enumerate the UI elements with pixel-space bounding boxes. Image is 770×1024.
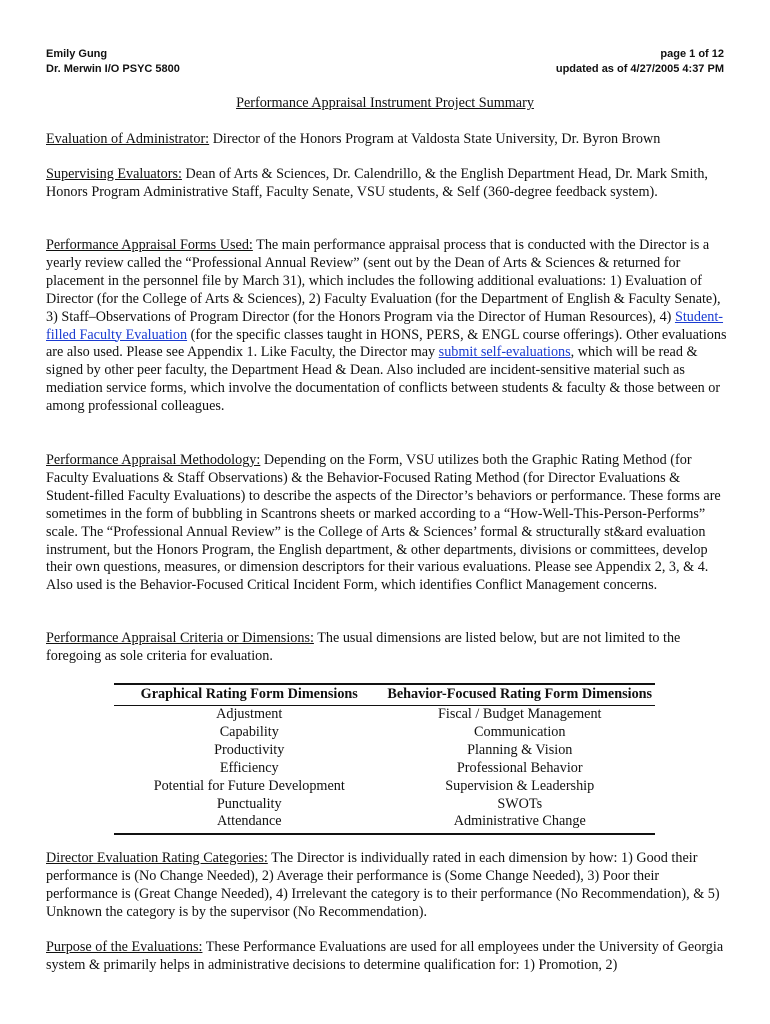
dimensions-table xyxy=(114,683,655,835)
table-cell: Efficiency xyxy=(219,759,279,776)
header-right xyxy=(556,47,724,77)
table-header-graphical: Graphical Rating Form Dimensions xyxy=(140,686,358,702)
author-name: Emily Gung xyxy=(46,48,108,60)
table-header-row xyxy=(114,685,655,705)
supervising-section xyxy=(46,166,728,202)
table-row xyxy=(114,724,655,742)
purpose-section xyxy=(46,939,728,975)
table-row xyxy=(114,778,655,796)
table-cell: Productivity xyxy=(214,741,285,758)
purpose-text: These Performance Evaluations are used for all employees under the University of Georgia system & primarily helps in administrative decisions to determine qualification for: 1) Promotion, 2) xyxy=(46,939,724,973)
table-row xyxy=(114,706,655,724)
criteria-label: Performance Appraisal Criteria or Dimensions: xyxy=(46,630,314,646)
forms-text-1: The main performance appraisal process that is conducted with the Director is a yearly review called the “Professional Annual Review” (sent out by the Dean of Arts & Sciences & returned for placement in the personnel file by March 31), which includes the following additional evaluations: 1) Evaluation of Director (for the College of Arts & Sciences), 2) Faculty Evaluation (for the Department of English & Faculty Senate), 3) Staff–Observations of Program Director (for the Honors Program via the Director of Human Resources), 4) xyxy=(46,237,721,325)
criteria-text: The usual dimensions are listed below, but are not limited to the foregoing as sole criteria for evaluation. xyxy=(46,630,681,664)
forms-text-3: , which will be read & signed by other peer faculty, the Department Head & Dean. Also included are incident-sensitive material such as mediation service forms, which involve the documentation of conflicts between students & faculty & those between or among professional colleagues. xyxy=(46,344,721,415)
document-title: Performance Appraisal Instrument Project Summary xyxy=(236,95,534,111)
course-name: Dr. Merwin I/O PSYC 5800 xyxy=(46,63,180,75)
table-cell: SWOTs xyxy=(497,795,543,812)
methodology-text: Depending on the Form, VSU utilizes both the Graphic Rating Method (for Faculty Evaluations & Staff Observations) & the Behavior-Focused Rating Method (for Director Evaluations & Student-filled Faculty Evaluations) to describe the aspects of the Director’s behaviors or performance. These forms are sometimes in the form of bubbling in Scantrons sheets or marked according to a “How-Well-This-Person-Performs” scale. The “Professional Annual Review” is the College of Arts & Sciences’ formal & structurally st&ard evaluation instrument, but the Honors Program, the English department, & other departments, divisions or committees, develop their own questions, measures, or dimension descriptors for their various evaluations. Please see Appendix 2, 3, & 4. Also used is the Behavior-Focused Critical Incident Form, which identifies Conflict Management concerns. xyxy=(46,452,721,594)
forms-section xyxy=(46,237,728,416)
table-cell: Capability xyxy=(219,723,279,740)
table-row xyxy=(114,742,655,760)
supervising-label: Supervising Evaluators: xyxy=(46,166,182,182)
table-cell: Fiscal / Budget Management xyxy=(437,706,602,722)
evaluation-section xyxy=(46,131,728,149)
updated-timestamp: updated as of 4/27/2005 4:37 PM xyxy=(555,63,724,75)
table-row xyxy=(114,813,655,831)
table-cell: Communication xyxy=(474,723,566,740)
table-cell: Planning & Vision xyxy=(467,741,573,758)
purpose-label: Purpose of the Evaluations: xyxy=(46,939,203,955)
forms-label: Performance Appraisal Forms Used: xyxy=(46,237,253,253)
table-bottom-rule xyxy=(114,833,655,835)
table-cell: Professional Behavior xyxy=(456,759,583,776)
page-number: page 1 of 12 xyxy=(660,48,724,60)
header-left xyxy=(46,47,180,77)
rating-categories-section xyxy=(46,850,728,922)
methodology-label: Performance Appraisal Methodology: xyxy=(46,452,261,468)
evaluation-text: Director of the Honors Program at Valdosta State University, Dr. Byron Brown xyxy=(209,131,661,147)
table-row xyxy=(114,760,655,778)
criteria-section xyxy=(46,630,728,666)
student-evaluation-link[interactable]: Student-filled Faculty Evaluation xyxy=(46,308,724,343)
table-cell: Attendance xyxy=(216,813,282,830)
methodology-section xyxy=(46,452,728,595)
rating-categories-label: Director Evaluation Rating Categories: xyxy=(46,850,268,866)
table-cell: Supervision & Leadership xyxy=(445,777,595,794)
table-row xyxy=(114,796,655,814)
self-evaluation-link[interactable]: submit self-evaluations xyxy=(438,344,571,361)
supervising-text: Dean of Arts & Sciences, Dr. Calendrillo, & the English Department Head, Dr. Mark Smith, Honors Program Administrative Staff, Faculty Senate, VSU students, & Self (360-degree feedback system). xyxy=(46,166,708,200)
table-cell: Administrative Change xyxy=(453,813,586,830)
table-cell: Punctuality xyxy=(216,795,282,812)
table-cell: Potential for Future Development xyxy=(153,777,345,794)
table-header-behavior: Behavior-Focused Rating Form Dimensions xyxy=(387,686,653,702)
evaluation-label: Evaluation of Administrator: xyxy=(46,131,210,147)
table-cell: Adjustment xyxy=(216,706,283,722)
rating-categories-text: The Director is individually rated in each dimension by how: 1) Good their performance is (No Change Needed), 2) Average their performance is (Some Change Needed), 3) Poor their performance is (Great Change Needed), 4) Irrelevant the category is to their performance (No Recommendation), & 5) Unknown the category is by the supervisor (No Recommendation). xyxy=(46,850,720,920)
forms-text-2: (for the specific classes taught in HONS, PERS, & ENGL course offerings). Other evaluations are also used. Please see Appendix 1. Like Faculty, the Director may xyxy=(46,326,727,361)
